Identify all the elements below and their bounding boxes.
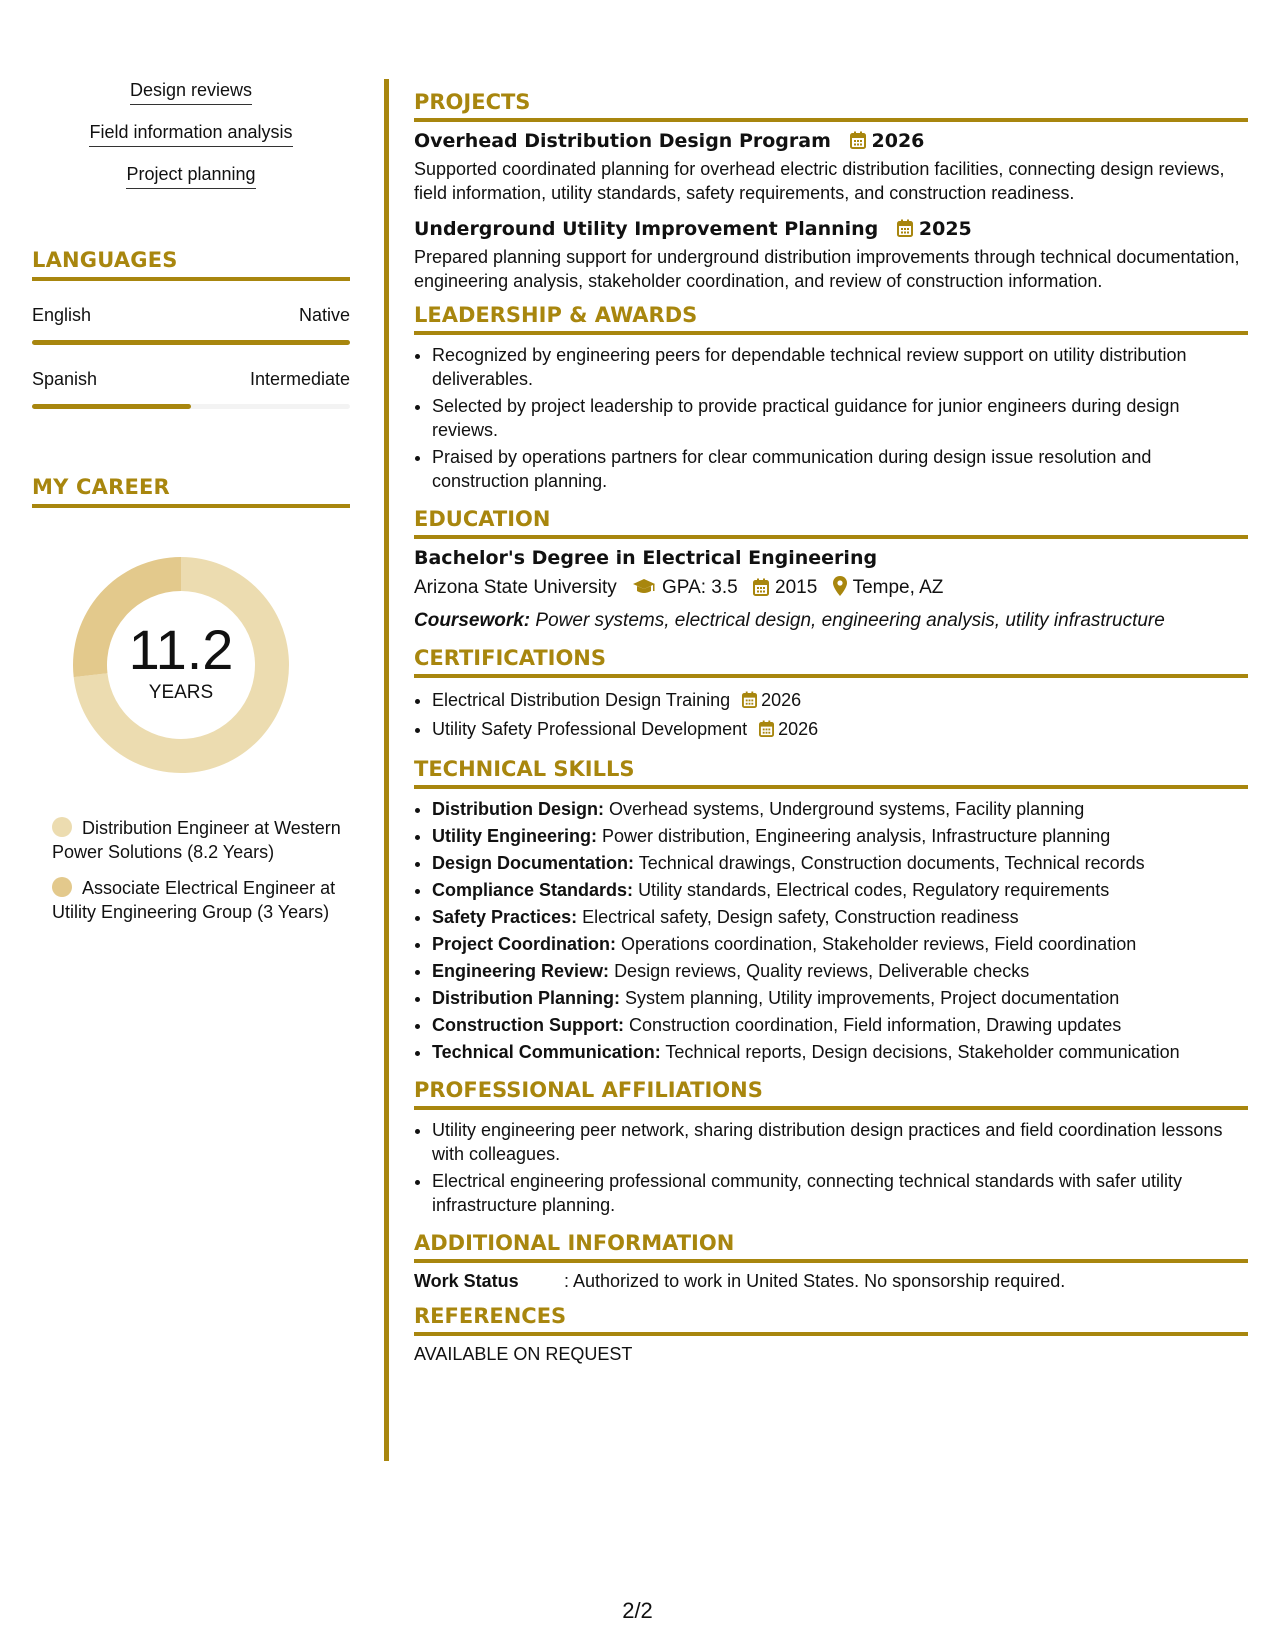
project-heading [414, 130, 1248, 154]
education-location: Tempe, AZ [852, 577, 944, 598]
skill-label: Design Documentation: [432, 853, 635, 873]
left-column [32, 80, 350, 936]
project-name: Underground Utility Improvement Planning [414, 218, 879, 240]
skill-item [432, 959, 1248, 983]
calendar-icon [897, 219, 913, 242]
skill-item [432, 905, 1248, 929]
skill-value: Power distribution, Engineering analysis, Infrastructure planning [602, 826, 1111, 846]
career-legend-text: Associate Electrical Engineer at Utility Engineering Group (3 Years) [52, 878, 336, 922]
skill-item [432, 878, 1248, 902]
page-number: 2/2 [622, 1598, 653, 1623]
project-year: 2025 [918, 218, 972, 240]
project-year: 2026 [871, 130, 925, 152]
language-bar-fill [32, 340, 350, 345]
references-section [414, 1304, 1248, 1365]
language-level: Intermediate [249, 369, 350, 389]
certification-name: Electrical Distribution Design Training [432, 690, 731, 710]
skill-label: Engineering Review: [432, 961, 610, 981]
skill-value: System planning, Utility improvements, Project documentation [625, 988, 1120, 1008]
location-pin-icon [833, 576, 847, 602]
strength-item: Field information analysis [89, 122, 292, 147]
skills-section [414, 757, 1248, 1064]
languages-title: LANGUAGES [32, 248, 350, 281]
strength-item: Design reviews [130, 80, 252, 105]
legend-dot [52, 817, 72, 837]
project-heading [414, 218, 1248, 242]
career-total: 11.2 [128, 618, 234, 681]
column-divider [384, 79, 389, 1461]
calendar-icon [759, 719, 774, 743]
work-status-row [414, 1271, 1248, 1292]
project-description: Supported coordinated planning for overhead electric distribution facilities, connecting design reviews, field information, utility standards, safety requirements, and construction readiness. [414, 159, 1225, 203]
additional-section [414, 1231, 1248, 1292]
skill-value: Overhead systems, Underground systems, Facility planning [609, 799, 1085, 819]
projects-title: PROJECTS [414, 90, 1248, 122]
language-level: Native [298, 305, 350, 325]
project-name: Overhead Distribution Design Program [414, 130, 831, 152]
skill-item [432, 932, 1248, 956]
skill-item [432, 797, 1248, 821]
affiliations-section [414, 1078, 1248, 1217]
career-section [32, 475, 350, 924]
calendar-icon [753, 578, 769, 602]
leadership-item: • Praised by operations partners for clear communication during design issue resolution and construction planning. [432, 445, 1248, 493]
education-school: Arizona State University [414, 577, 617, 598]
certification-name: Utility Safety Professional Development [432, 719, 748, 739]
references-text: AVAILABLE ON REQUEST [414, 1344, 633, 1364]
career-title: MY CAREER [32, 475, 350, 508]
strength-item: Project planning [126, 164, 255, 189]
leadership-section [414, 303, 1248, 493]
calendar-icon [850, 131, 866, 154]
language-bar-fill [32, 404, 191, 409]
affiliations-title: PROFESSIONAL AFFILIATIONS [414, 1078, 1248, 1110]
skill-value: Electrical safety, Design safety, Construction readiness [582, 907, 1019, 927]
legend-dot [52, 877, 72, 897]
certification-year: 2026 [761, 690, 802, 710]
career-legend-item [52, 816, 342, 864]
skill-value: Operations coordination, Stakeholder reviews, Field coordination [621, 934, 1137, 954]
language-bar [32, 404, 350, 409]
education-details [414, 576, 1248, 602]
career-legend [32, 816, 350, 924]
additional-title: ADDITIONAL INFORMATION [414, 1231, 1248, 1263]
right-column [414, 90, 1248, 1375]
certifications-title: CERTIFICATIONS [414, 646, 1248, 678]
skill-label: Project Coordination: [432, 934, 616, 954]
language-name: English [32, 305, 92, 325]
references-title: REFERENCES [414, 1304, 1248, 1336]
leadership-item: • Recognized by engineering peers for dependable technical review support on utility distribution deliverables. [432, 343, 1248, 391]
career-donut [66, 550, 296, 780]
language-item [32, 305, 350, 345]
language-bar [32, 340, 350, 345]
skill-item [432, 851, 1248, 875]
coursework-text: Power systems, electrical design, engineering analysis, utility infrastructure [535, 610, 1165, 631]
graduation-cap-icon [632, 578, 656, 602]
skill-value: Construction coordination, Field information, Drawing updates [629, 1015, 1122, 1035]
project-description: Prepared planning support for underground distribution improvements through technical documentation, engineering analysis, stakeholder coordination, and review of construction information. [414, 247, 1240, 291]
leadership-title: LEADERSHIP & AWARDS [414, 303, 1248, 335]
skill-item [432, 1013, 1248, 1037]
skill-label: Compliance Standards: [432, 880, 634, 900]
affiliation-item: • Utility engineering peer network, sharing distribution design practices and field coordination lessons with colleagues. [432, 1118, 1248, 1166]
career-legend-text: Distribution Engineer at Western Power Solutions (8.2 Years) [52, 818, 341, 862]
certification-item [432, 688, 1248, 714]
skills-title: TECHNICAL SKILLS [414, 757, 1248, 789]
projects-section [414, 90, 1248, 293]
affiliation-item: • Electrical engineering professional community, connecting technical standards with safer utility infrastructure planning. [432, 1169, 1248, 1217]
skill-label: Safety Practices: [432, 907, 578, 927]
skill-value: Technical reports, Design decisions, Stakeholder communication [665, 1042, 1180, 1062]
skill-label: Technical Communication: [432, 1042, 661, 1062]
skill-item [432, 824, 1248, 848]
education-gpa: GPA: 3.5 [662, 577, 738, 598]
languages-section [32, 248, 350, 409]
skill-label: Utility Engineering: [432, 826, 598, 846]
education-degree: Bachelor's Degree in Electrical Engineering [414, 547, 878, 569]
skill-label: Construction Support: [432, 1015, 624, 1035]
skill-value: Technical drawings, Construction documents, Technical records [638, 853, 1145, 873]
education-year: 2015 [775, 577, 818, 598]
skill-label: Distribution Design: [432, 799, 604, 819]
certification-year: 2026 [778, 719, 819, 739]
calendar-icon [742, 690, 757, 714]
education-coursework [414, 610, 1248, 632]
work-status-label: Work Status [414, 1271, 519, 1291]
certifications-section [414, 646, 1248, 743]
language-name: Spanish [32, 369, 98, 389]
certification-item [432, 717, 1248, 743]
education-title: EDUCATION [414, 507, 1248, 539]
career-unit: YEARS [148, 682, 214, 703]
coursework-label: Coursework: [414, 610, 531, 631]
work-status-value: : Authorized to work in United States. No sponsorship required. [564, 1271, 1066, 1291]
skill-value: Utility standards, Electrical codes, Regulatory requirements [638, 880, 1110, 900]
strengths-list [32, 80, 350, 206]
education-section [414, 507, 1248, 632]
skill-value: Design reviews, Quality reviews, Deliverable checks [614, 961, 1030, 981]
career-legend-item [52, 876, 342, 924]
skill-item [432, 986, 1248, 1010]
skill-label: Distribution Planning: [432, 988, 620, 1008]
skill-item [432, 1040, 1248, 1064]
leadership-item: • Selected by project leadership to provide practical guidance for junior engineers during design reviews. [432, 394, 1248, 442]
language-item [32, 369, 350, 409]
